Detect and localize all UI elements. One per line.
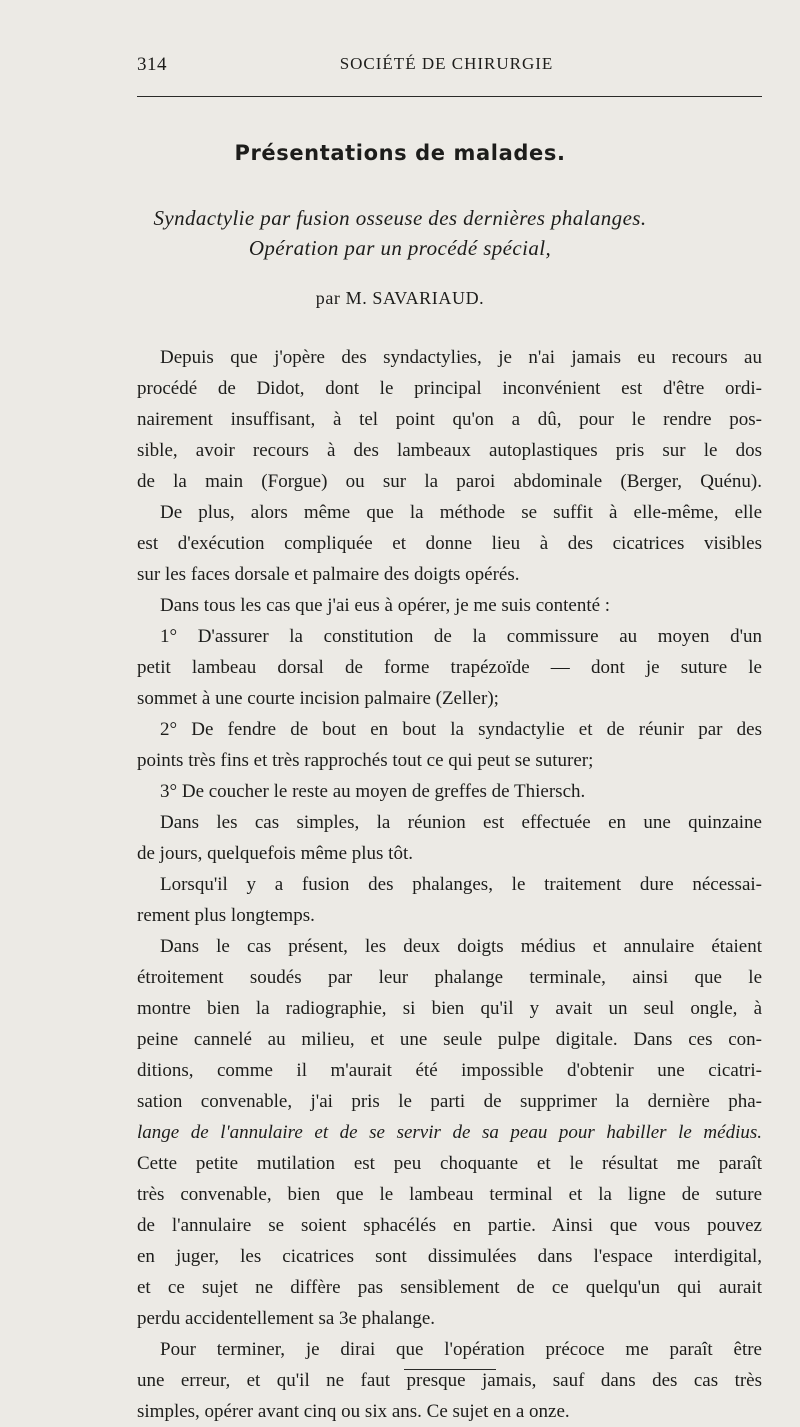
body-text (137, 342, 762, 1427)
text-line: en juger, les cicatrices sont dissimulées dans l'espace interdigital, (137, 1246, 762, 1267)
article-title-line-1: Syndactylie par fusion osseuse des dernières phalanges. (153, 206, 647, 230)
text-line: sation convenable, j'ai pris le parti de supprimer la dernière pha- (137, 1091, 762, 1112)
text-line: de l'annulaire se soient sphacélés en partie. Ainsi que vous pouvez (137, 1215, 762, 1236)
text-line: étroitement soudés par leur phalange terminale, ainsi que le (137, 967, 762, 988)
text-line: Lorsqu'il y a fusion des phalanges, le traitement dure nécessai- (160, 874, 762, 895)
text-line: est d'exécution compliquée et donne lieu à des cicatrices visibles (137, 533, 762, 554)
text-line: ditions, comme il m'aurait été impossible d'obtenir une cicatri- (137, 1060, 762, 1081)
text-line: Dans les cas simples, la réunion est effectuée en une quinzaine (160, 812, 762, 833)
closing-rule (404, 1369, 496, 1370)
author-line: par M. SAVARIAUD. (315, 288, 485, 308)
text-line: simples, opérer avant cinq ou six ans. Ce sujet en a onze. (137, 1401, 570, 1422)
header-rule (137, 96, 762, 97)
text-line: de jours, quelquefois même plus tôt. (137, 843, 413, 864)
text-line: procédé de Didot, dont le principal inconvénient est d'être ordi- (137, 378, 762, 399)
text-line: lange de l'annulaire et de se servir de sa peau pour habiller le médius. (137, 1122, 762, 1143)
text-line: Dans tous les cas que j'ai eus à opérer, je me suis contenté : (160, 595, 611, 616)
text-line: Dans le cas présent, les deux doigts médius et annulaire étaient (160, 936, 762, 957)
text-line: sible, avoir recours à des lambeaux autoplastiques pris sur le dos (137, 440, 762, 461)
text-line: montre bien la radiographie, si bien qu'il y avait un seul ongle, à (137, 998, 762, 1019)
text-line: peine cannelé au milieu, et une seule pulpe digitale. Dans ces con- (137, 1029, 762, 1050)
text-line: 2° De fendre de bout en bout la syndactylie et de réunir par des (160, 719, 762, 740)
text-line: 1° D'assurer la constitution de la commissure au moyen d'un (160, 626, 762, 647)
text-line: de la main (Forgue) ou sur la paroi abdominale (Berger, Quénu). (137, 471, 762, 492)
text-line: 3° De coucher le reste au moyen de greffes de Thiersch. (160, 781, 586, 802)
running-head (137, 54, 756, 80)
text-line: Pour terminer, je dirai que l'opération précoce me paraît être (160, 1339, 762, 1360)
journal-title: SOCIÉTÉ DE CHIRURGIE (339, 54, 554, 73)
text-line: rement plus longtemps. (137, 905, 315, 926)
text-line: Depuis que j'opère des syndactylies, je n'ai jamais eu recours au (160, 347, 762, 368)
section-title: Présentations de malades. (234, 141, 566, 165)
text-line: et ce sujet ne diffère pas sensiblement de ce quelqu'un qui aurait (137, 1277, 762, 1298)
text-line: perdu accidentellement sa 3e phalange. (137, 1308, 436, 1329)
text-line: points très fins et très rapprochés tout ce qui peut se suturer; (137, 750, 594, 771)
page-number: 314 (137, 54, 167, 75)
text-line: sur les faces dorsale et palmaire des doigts opérés. (137, 564, 520, 585)
text-line: sommet à une courte incision palmaire (Zeller); (137, 688, 499, 709)
text-line: une erreur, et qu'il ne faut presque jamais, sauf dans des cas très (137, 1370, 762, 1391)
text-line: petit lambeau dorsal de forme trapézoïde — dont je suture le (137, 657, 762, 678)
text-line: nairement insuffisant, à tel point qu'on a dû, pour le rendre pos- (137, 409, 762, 430)
text-line: De plus, alors même que la méthode se suffit à elle-même, elle (160, 502, 762, 523)
article-title-line-2: Opération par un procédé spécial, (248, 236, 552, 260)
text-line: très convenable, bien que le lambeau terminal et la ligne de suture (137, 1184, 762, 1205)
text-line: Cette petite mutilation est peu choquante et le résultat me paraît (137, 1153, 762, 1174)
